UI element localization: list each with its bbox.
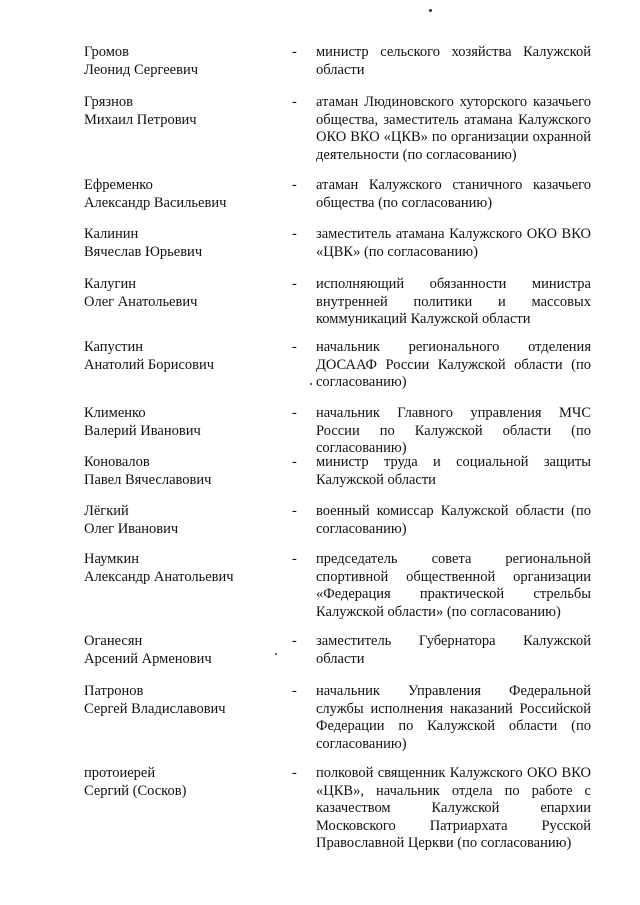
person-role: полковой священник Калужского ОКО ВКО «ЦКВ», начальник отдела по работе с казачеством Калужской епархии Московского Патриархата Русской Православной Церкви (по согласованию) [316, 765, 591, 851]
name-line-2: Сергий (Сосков) [84, 782, 187, 799]
name-line-2: Олег Анатольевич [84, 293, 198, 310]
person-role: атаман Людиновского хуторского казачьего общества, заместитель атамана Калужского ОКО ВКО «ЦКВ» по организации охранной деятельности (по согласованию) [316, 94, 591, 163]
name-line-1: протоиерей [84, 765, 156, 781]
person-name [84, 276, 284, 311]
scan-speck [429, 9, 432, 12]
name-line-2: Павел Вячеславович [84, 471, 212, 488]
name-line-2: Леонид Сергеевич [84, 61, 199, 78]
separator-dash: - [292, 44, 297, 60]
name-line-2: Александр Васильевич [84, 194, 227, 211]
name-line-1: Коновалов [84, 454, 150, 470]
person-name [84, 765, 284, 800]
name-line-2: Вячеслав Юрьевич [84, 243, 203, 260]
name-line-1: Грязнов [84, 94, 133, 110]
name-line-2: Сергей Владиславович [84, 700, 226, 717]
person-role: министр труда и социальной защиты Калужской области [316, 454, 591, 488]
person-name [84, 633, 284, 668]
person-name [84, 177, 284, 212]
person-name [84, 454, 284, 489]
separator-dash: - [292, 683, 297, 699]
person-name [84, 405, 284, 440]
name-line-2: Александр Анатольевич [84, 568, 234, 585]
separator-dash: - [292, 405, 297, 421]
person-role: министр сельского хозяйства Калужской области [316, 44, 591, 78]
separator-dash: - [292, 177, 297, 193]
name-line-1: Оганесян [84, 633, 143, 649]
name-line-2: Анатолий Борисович [84, 356, 215, 373]
name-line-1: Ефременко [84, 177, 153, 193]
name-line-1: Патронов [84, 683, 144, 699]
person-role: заместитель Губернатора Калужской области [316, 633, 591, 667]
person-role: начальник регионального отделения ДОСААФ России Калужской области (по согласованию) [316, 339, 591, 390]
person-role: начальник Главного управления МЧС России по Калужской области (по согласованию) [316, 405, 591, 456]
name-line-1: Громов [84, 44, 129, 60]
person-name [84, 503, 284, 538]
separator-dash: - [292, 94, 297, 110]
person-name [84, 44, 284, 79]
person-name [84, 94, 284, 129]
name-line-1: Лёгкий [84, 503, 129, 519]
name-line-2: Михаил Петрович [84, 111, 197, 128]
name-line-1: Калугин [84, 276, 136, 292]
separator-dash: - [292, 339, 297, 355]
person-role: атаман Калужского станичного казачьего общества (по согласованию) [316, 177, 591, 211]
separator-dash: - [292, 276, 297, 292]
scan-speck [310, 383, 312, 385]
person-name [84, 551, 284, 586]
person-role: военный комиссар Калужской области (по согласованию) [316, 503, 591, 537]
name-line-1: Клименко [84, 405, 146, 421]
person-role: заместитель атамана Калужского ОКО ВКО «ЦВК» (по согласованию) [316, 226, 591, 260]
name-line-2: Олег Иванович [84, 520, 179, 537]
separator-dash: - [292, 765, 297, 781]
separator-dash: - [292, 633, 297, 649]
person-role: председатель совета региональной спортивной общественной организации «Федерация практической стрельбы Калужской области» (по согласованию) [316, 551, 591, 620]
person-name [84, 683, 284, 718]
separator-dash: - [292, 226, 297, 242]
name-line-1: Наумкин [84, 551, 139, 567]
person-name [84, 339, 284, 374]
name-line-2: Арсений Арменович [84, 650, 212, 667]
person-role: исполняющий обязанности министра внутренней политики и массовых коммуникаций Калужской области [316, 276, 591, 327]
person-name [84, 226, 284, 261]
person-role: начальник Управления Федеральной службы исполнения наказаний Российской Федерации по Калужской области (по согласованию) [316, 683, 591, 752]
separator-dash: - [292, 503, 297, 519]
separator-dash: - [292, 551, 297, 567]
name-line-1: Капустин [84, 339, 144, 355]
name-line-2: Валерий Иванович [84, 422, 201, 439]
name-line-1: Калинин [84, 226, 139, 242]
separator-dash: - [292, 454, 297, 470]
